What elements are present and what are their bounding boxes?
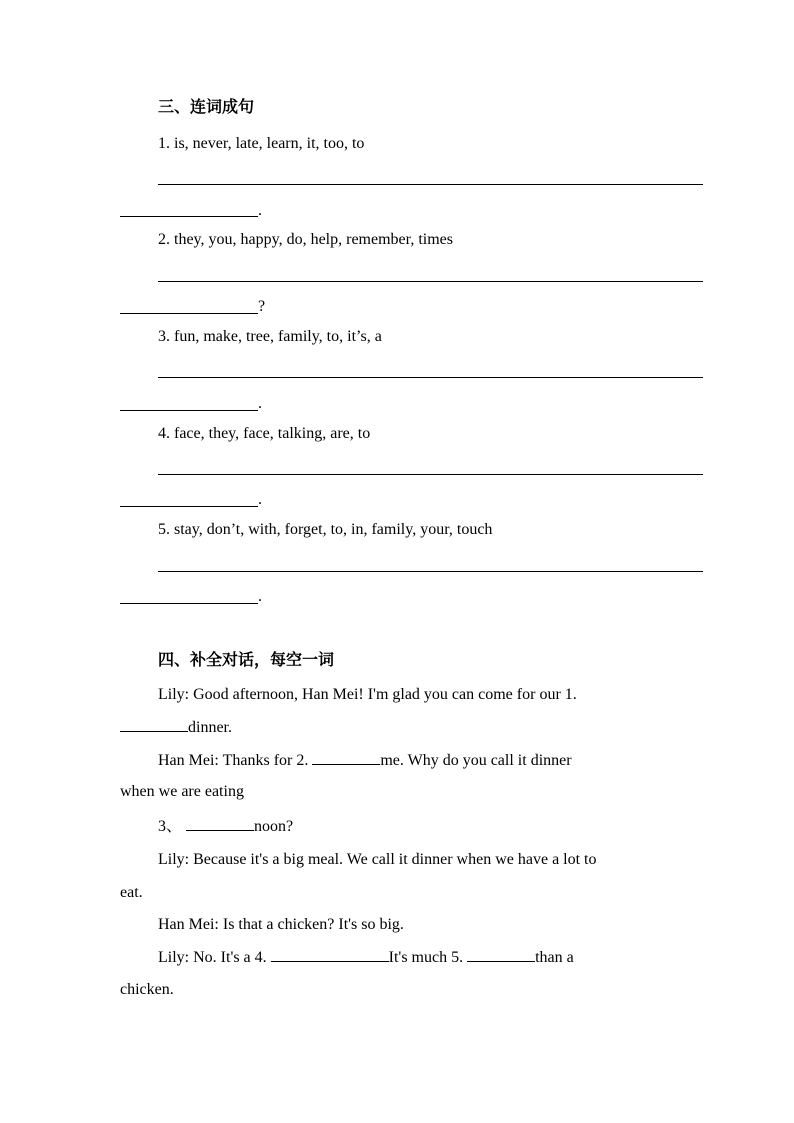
blank-4[interactable] — [271, 947, 389, 962]
blank-1-after: dinner. — [188, 719, 232, 736]
item-4-prompt: 4. face, they, face, talking, are, to — [158, 425, 371, 442]
blank-3-after: noon? — [254, 818, 294, 835]
answer-line-1b[interactable] — [120, 216, 258, 217]
blank-3[interactable] — [186, 816, 254, 831]
item-5-end: . — [258, 588, 262, 605]
item-5-prompt: 5. stay, don’t, with, forget, to, in, family, your, touch — [158, 521, 493, 538]
dialogue-line-6 — [158, 947, 574, 968]
item-1-prompt: 1. is, never, late, learn, it, too, to — [158, 135, 365, 152]
item-3-end: . — [258, 395, 262, 412]
blank-2-after: me. Why do you call it dinner — [380, 752, 572, 769]
dialogue-line-1: Lily: Good afternoon, Han Mei! I'm glad you can come for our 1. — [158, 686, 577, 703]
blank-3-before: 3、 — [158, 818, 183, 835]
blank-1[interactable] — [120, 717, 188, 732]
item-2-end: ? — [258, 298, 266, 315]
item-4-end: . — [258, 491, 262, 508]
dialogue-line-2-cont: when we are eating — [120, 783, 244, 800]
dialogue-line-1-cont — [120, 717, 232, 738]
dialogue-line-4-cont: eat. — [120, 884, 143, 901]
answer-line-4a[interactable] — [158, 474, 703, 475]
section-3-title: 三、连词成句 — [158, 97, 255, 116]
blank-2-before: Han Mei: Thanks for 2. — [158, 752, 309, 769]
answer-line-5a[interactable] — [158, 571, 703, 572]
answer-line-4b[interactable] — [120, 506, 258, 507]
dialogue-line-3 — [158, 816, 293, 837]
answer-line-2b[interactable] — [120, 313, 258, 314]
blank-5[interactable] — [467, 947, 535, 962]
blank-4-after: It's much 5. — [388, 949, 464, 966]
item-2-prompt: 2. they, you, happy, do, help, remember, times — [158, 231, 453, 248]
answer-line-1a[interactable] — [158, 184, 703, 185]
item-3-prompt: 3. fun, make, tree, family, to, it’s, a — [158, 328, 382, 345]
dialogue-line-2 — [158, 750, 572, 771]
answer-line-3b[interactable] — [120, 410, 258, 411]
item-1-end: . — [258, 202, 262, 219]
dialogue-line-5: Han Mei: Is that a chicken? It's so big. — [158, 916, 404, 933]
blank-2[interactable] — [312, 750, 380, 765]
section-4-title: 四、补全对话，每空一词 — [158, 650, 335, 669]
dialogue-line-4: Lily: Because it's a big meal. We call it dinner when we have a lot to — [158, 851, 597, 868]
answer-line-2a[interactable] — [158, 281, 703, 282]
dialogue-line-6-cont: chicken. — [120, 981, 174, 998]
blank-4-before: Lily: No. It's a 4. — [158, 949, 267, 966]
answer-line-3a[interactable] — [158, 377, 703, 378]
answer-line-5b[interactable] — [120, 603, 258, 604]
blank-5-after: than a — [535, 949, 574, 966]
